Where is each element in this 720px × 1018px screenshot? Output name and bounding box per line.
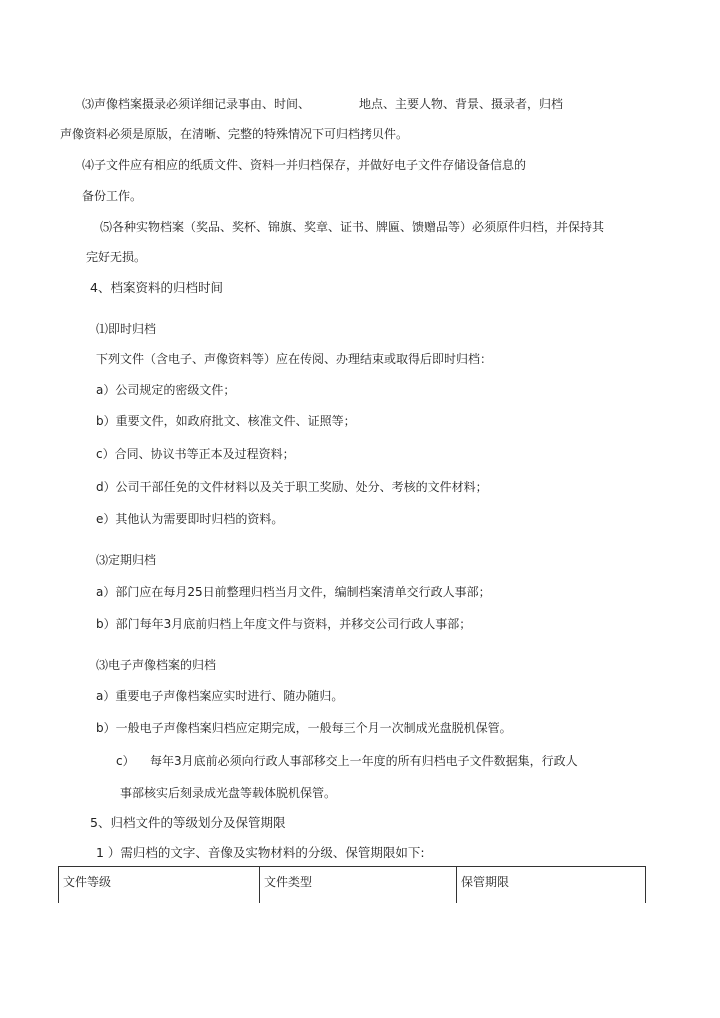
electronic-filing-heading: ⑶电子声像档案的归档 xyxy=(96,658,217,672)
electronic-item-a: a）重要电子声像档案应实时进行、随办随归。 xyxy=(96,689,344,703)
immediate-item-b: b）重要文件，如政府批文、核准文件、证照等； xyxy=(96,414,356,428)
para-3-line-1b: 地点、主要人物、背景、摄录者，归档 xyxy=(359,97,564,111)
periodic-filing-heading: ⑶定期归档 xyxy=(96,553,157,567)
immediate-item-d: d）公司干部任免的文件材料以及关于职工奖励、处分、考核的文件材料； xyxy=(96,480,488,494)
para-5-line-2: 完好无损。 xyxy=(86,250,147,264)
header-retention-period: 保管期限 xyxy=(457,867,646,904)
immediate-filing-heading: ⑴即时归档 xyxy=(96,322,157,336)
para-3-line-1a: ⑶声像档案摄录必须详细记录事由、时间、 xyxy=(82,97,311,111)
electronic-item-c-label: c） xyxy=(116,754,135,768)
para-3-line-2: 声像资料必须是原版，在清晰、完整的特殊情况下可归档拷贝件。 xyxy=(60,127,409,141)
header-file-level: 文件等级 xyxy=(59,867,260,904)
electronic-item-b: b）一般电子声像档案归档应定期完成，一般每三个月一次制成光盘脱机保管。 xyxy=(96,721,512,735)
immediate-filing-intro: 下列文件（含电子、声像资料等）应在传阅、办理结束或取得后即时归档： xyxy=(96,352,493,366)
retention-table xyxy=(58,866,646,903)
para-5-line-1: ⑸各种实物档案（奖品、奖杯、锦旗、奖章、证书、牌匾、馈赠品等）必须原件归档，并保持其 xyxy=(100,220,605,234)
periodic-item-b: b）部门每年3月底前归档上年度文件与资料，并移交公司行政人事部； xyxy=(96,617,472,631)
section-5-heading: 5、归档文件的等级划分及保管期限 xyxy=(90,815,286,830)
section-5-subheading: 1 ）需归档的文字、音像及实物材料的分级、保管期限如下: xyxy=(96,845,425,860)
immediate-item-c: c）合同、协议书等正本及过程资料； xyxy=(96,447,295,461)
immediate-item-e: e）其他认为需要即时归档的资料。 xyxy=(96,512,284,526)
periodic-item-a: a）部门应在每月25日前整理归档当月文件，编制档案清单交行政人事部； xyxy=(96,585,491,599)
electronic-item-c-text-2: 事部核实后刻录成光盘等载体脱机保管。 xyxy=(120,786,337,800)
electronic-item-c-text: 每年3月底前必须向行政人事部移交上一年度的所有归档电子文件数据集，行政人 xyxy=(150,754,578,768)
header-file-type: 文件类型 xyxy=(260,867,457,904)
immediate-item-a: a）公司规定的密级文件； xyxy=(96,383,236,397)
section-4-heading: 4、档案资料的归档时间 xyxy=(90,280,223,295)
para-4-line-2: 备份工作。 xyxy=(82,189,143,203)
table-header-row xyxy=(59,867,646,904)
para-4-line-1: ⑷子文件应有相应的纸质文件、资料一并归档保存，并做好电子文件存储设备信息的 xyxy=(82,158,527,172)
